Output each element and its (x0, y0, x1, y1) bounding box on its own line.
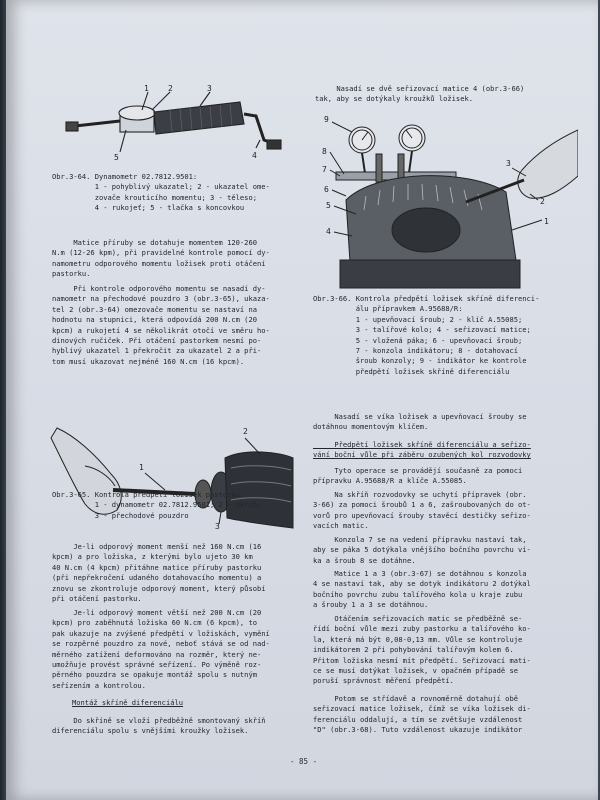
paragraph-resistance-check: Při kontrole odporového momentu se nasadí dy- namometr na přechodové pouzdro 3 (obr.3-65), ukaza- tel 2 (obr.3-64) omezovače momentu se nastaví na hodnotu na stupnici, která odpovídá 200 N.cm (20 kpcm) a rukojetí 4 se několikrát otočí ve směru ho- dinových ručiček. Při otáčení pastorkem nesmí po- hyblivý ukazatel 1 překročit za ukazatel 2 a při- tom musí ukazovat nejméně 160 N.cm (16 kpcm). (52, 284, 270, 366)
fig64-label-1: 1 (144, 84, 149, 93)
fig64-label-4: 4 (252, 151, 257, 160)
paragraph-low-torque: Je-li odporový moment menší než 160 N.cm (16 kpcm) a pro ložiska, z kterými bylo ujeto 30 km 40 N.cm (4 kpcm) přitáhne matice příruby pastorku (při nepřekročení udaného dotahovacího momentu) a znovu se zkontroluje odporový moment, který působí při otáčení pastorku. (52, 542, 266, 604)
fig64-label-2: 2 (168, 84, 173, 93)
paragraph-flange-torque: Matice příruby se dotahuje momentem 120-260 N.m (12-26 kpm), při pravidelné kontrole pomocí dy- namometru odporového momentu ložisek proti otáčení pastorku. (52, 238, 270, 279)
paragraph-adjusting-nuts: Nasadí se dvě seřizovací matice 4 (obr.3-66) tak, aby se dotýkaly kroužků ložisek. (315, 84, 525, 104)
fig66-label-1: 1 (544, 217, 549, 226)
fig64-caption: Obr.3-64. Dynamometr 02.7812.9501: 1 - pohyblivý ukazatel; 2 - ukazatel ome- zovače krouticího momentu; 3 - těleso; 4 - rukojeť; 5 - tlačka s koncovkou (52, 172, 270, 213)
paragraph-bearing-caps: Nasadí se víka ložisek a upevňovací šrouby se dotáhnou momentovým klíčem. (313, 412, 527, 432)
page-number: - 85 - (290, 757, 318, 766)
fig64-label-3: 3 (207, 84, 212, 93)
paragraph-bracket-setup: Konzola 7 se na vedení přípravku nastaví tak, aby se páka 5 dotýkala vnějšího bočního povrchu ví- ka a šroub 8 se dotáhne. (313, 535, 531, 565)
paragraph-high-torque: Je-li odporový moment větší než 200 N.cm (20 kpcm) pro zaběhnutá ložiska 60 N.cm (6 kpcm), to pak ukazuje na zvýšené předpětí v ložiskách, vymění se rozpěrné pouzdro za nové, neboť stává se od nad- měrného zatížení deformováno na rozměr, který ne- umožňuje provést správné seřízení. Po výměně roz- pěrného pouzdra se opakuje montáž spolu s nutným seřízením a kontrolou. (52, 608, 270, 690)
section-title-differential-preload: Předpětí ložisek skříně diferenciálu a seřizo- vání boční vůle při záběru ozubených kol rozvodovky (313, 440, 531, 460)
fig66-label-2: 2 (540, 197, 545, 206)
paragraph-indicator-contact: Matice 1 a 3 (obr.3-67) se dotáhnou s konzola 4 se nastaví tak, aby se dotyk indikátoru 2 dotýkal bočního povrchu zubu talířového kola u kraje zubu a šrouby 1 a 3 se dotáhnou. (313, 569, 531, 610)
fig64-label-5: 5 (114, 153, 119, 162)
paragraph-insert-differential: Do skříně se vloží předběžně smontovaný skříň diferenciálu spolu s vnějšími kroužky ložisek. (52, 716, 266, 736)
paragraph-backlash-adjust: Otáčením seřizovacích matic se předběžně se- řídí boční vůle mezi zuby pastorku a talířového ko- la, která má být 0,08-0,13 mm. Vůle se kontroluje indikátorem 2 při pohybování talířovým kolem 6. Přitom ložiska nesmí mít předpětí. Seřizovací mati- ce se musí dotýkat ložisek, v opačném případě se poruší správnost měření předpětí. (313, 614, 531, 686)
fig65-label-3: 3 (215, 522, 220, 530)
figure-3-64-dynamometer (60, 82, 290, 174)
fig66-label-6: 6 (324, 185, 329, 194)
paragraph-attach-fixture: Na skříň rozvodovky se uchytí přípravek (obr. 3-66) za pomoci šroubů 1 a 6, zašroubovaných do ot- vorů pro upevňovací šrouby stavěcí destičky seřizo- vacích matic. (313, 490, 531, 531)
fig66-label-7: 7 (322, 165, 327, 174)
fig66-label-4: 4 (326, 227, 331, 236)
fig66-label-9: 9 (324, 115, 329, 124)
paragraph-operations: Tyto operace se provádějí současně za pomoci přípravku A.95688/R a klíče A.55085. (313, 466, 523, 486)
fig65-label-2: 2 (243, 427, 248, 436)
section-title-differential-assembly: Montáž skříně diferenciálu (72, 698, 184, 707)
figure-3-66-differential-preload-fixture (316, 110, 578, 290)
fig66-label-5: 5 (326, 201, 331, 210)
fig66-label-8: 8 (322, 147, 327, 156)
fig66-caption: Obr.3-66. Kontrola předpětí ložisek skříně diferenci- álu přípravkem A.95688/R: 1 - upevňovací šroub; 2 - klíč A.55085; 3 - talířové kolo; 4 - seřizovací matice; 5 - vložená páka; 6 - upevňovací šroub; 7 - konzola indikátoru; 8 - dotahovací šroub konzoly; 9 - indikátor ke kontrole předpětí ložisek skříně diferenciálu (313, 294, 540, 376)
fig66-label-3: 3 (506, 159, 511, 168)
paragraph-tighten-nuts: Potom se střídavě a rovnoměrně dotahují obě seřizovací matice ložisek, čímž se víka ložisek di- ferenciálu oddalují, a tím se zvětšuje vzdálenost "D" (obr.3-68). Tuto vzdálenost ukazuje indikátor (313, 694, 531, 735)
fig65-label-1: 1 (139, 463, 144, 472)
fig65-caption: Obr.3-65. Kontrola předpětí ložisek pastorku: 1 - dynamometr 02.7812.9501; 2 - skříň; 3 - přechodové pouzdro (52, 490, 262, 520)
